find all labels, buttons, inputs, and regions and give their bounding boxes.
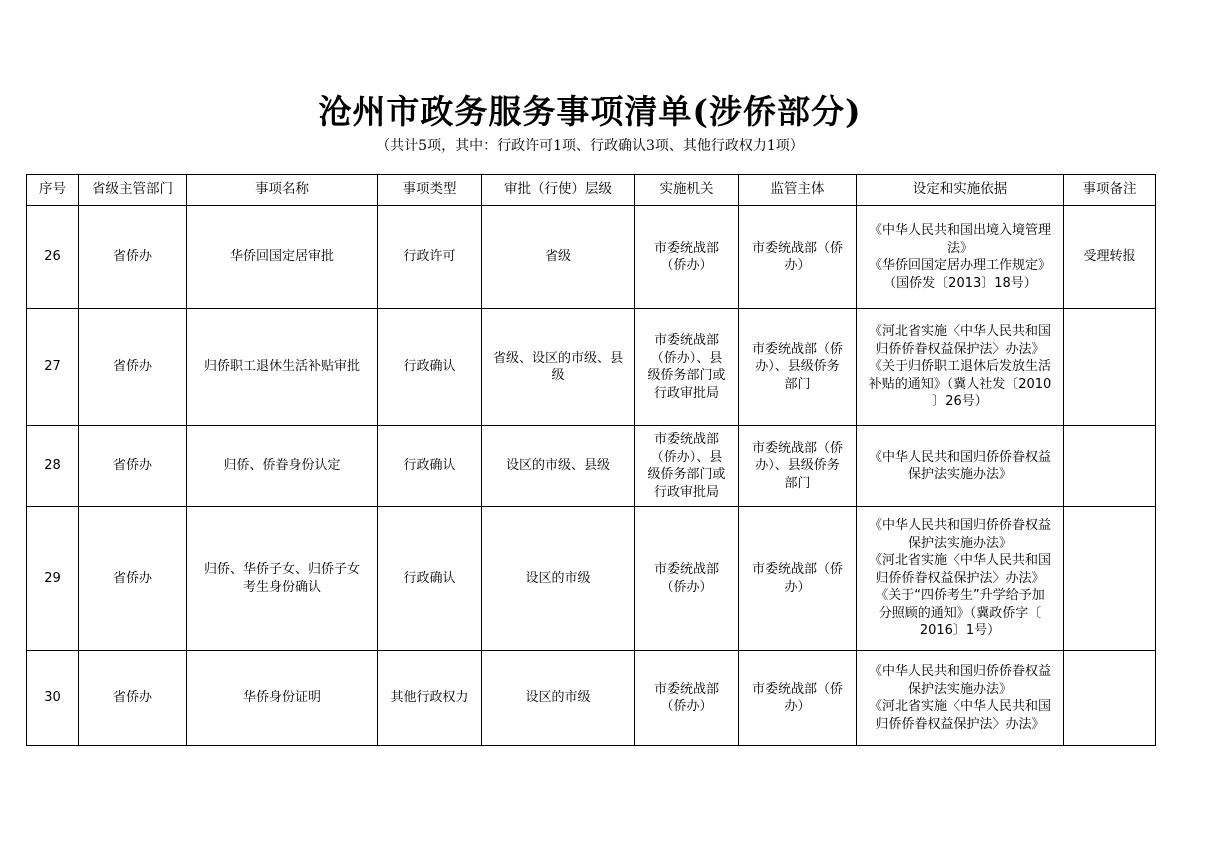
- cell-seq: 26: [27, 206, 79, 309]
- header-supervisor: 监管主体: [739, 175, 857, 206]
- cell-dept: 省侨办: [79, 309, 187, 426]
- cell-basis-line: 《关于“四侨考生”升学给予加: [875, 588, 1045, 604]
- service-items-table: [26, 174, 1156, 746]
- table-row: [27, 309, 1156, 426]
- cell-supervisor-line: 办）: [784, 699, 811, 714]
- cell-basis-line: 《河北省实施〈中华人民共和国: [868, 699, 1051, 714]
- header-agency: 实施机关: [635, 175, 739, 206]
- table-row: [27, 507, 1156, 651]
- cell-type: 其他行政权力: [378, 651, 482, 746]
- cell-basis-line: 《中华人民共和国归侨侨眷权益: [868, 449, 1051, 465]
- header-seq: 序号: [27, 175, 79, 206]
- cell-type: 行政许可: [378, 206, 482, 309]
- cell-supervisor-line: 市委统战部（侨: [751, 440, 843, 456]
- cell-basis: [857, 206, 1064, 309]
- cell-supervisor-line: 办）、县级侨务: [755, 458, 840, 474]
- cell-agency-line: （侨办）、县: [650, 449, 723, 465]
- cell-agency-line: （侨办）、县: [650, 350, 723, 366]
- cell-supervisor-line: 办）: [784, 579, 811, 595]
- cell-agency-line: 行政审批局: [653, 385, 719, 401]
- cell-supervisor-line: 办）、县级侨务: [755, 359, 840, 375]
- cell-basis-line: 分照顾的通知》（冀政侨字〔: [878, 605, 1042, 621]
- cell-seq: 29: [27, 507, 79, 651]
- cell-name: [187, 426, 378, 507]
- cell-agency-line: （侨办）: [660, 258, 713, 273]
- cell-seq: 27: [27, 309, 79, 426]
- cell-agency-line: 级侨务部门或: [647, 368, 726, 383]
- cell-supervisor-line: 市委统战部（侨: [751, 240, 843, 256]
- cell-basis-line: 〕26号）: [932, 394, 988, 410]
- cell-basis-line: 2016〕1号）: [919, 623, 1001, 639]
- cell-basis-line: 保护法实施办法》: [907, 535, 1012, 551]
- header-basis: 设定和实施依据: [857, 175, 1064, 206]
- cell-agency: [635, 206, 739, 309]
- header-dept: 省级主管部门: [79, 175, 187, 206]
- cell-supervisor: [739, 309, 857, 426]
- cell-level: [482, 651, 635, 746]
- cell-supervisor-line: 市委统战部（侨: [751, 341, 843, 357]
- cell-agency: [635, 651, 739, 746]
- cell-supervisor-line: 市委统战部（侨: [751, 562, 843, 577]
- cell-type: 行政确认: [378, 507, 482, 651]
- cell-remark: [1064, 426, 1156, 507]
- cell-level-line: 级: [551, 368, 565, 383]
- cell-name-line: 归侨、华侨子女、归侨子女: [203, 562, 360, 577]
- cell-name-line: 归侨、侨眷身份认定: [223, 458, 341, 474]
- cell-basis-line: 归侨侨眷权益保护法〉办法》: [875, 341, 1045, 357]
- cell-name-line: 华侨身份证明: [242, 690, 321, 706]
- cell-supervisor: [739, 507, 857, 651]
- cell-agency-line: 市委统战部: [653, 681, 719, 697]
- cell-agency: [635, 426, 739, 507]
- cell-agency-line: 市委统战部: [653, 432, 719, 447]
- table-row: [27, 651, 1156, 746]
- header-name: 事项名称: [187, 175, 378, 206]
- table-row: [27, 426, 1156, 507]
- cell-dept: 省侨办: [79, 507, 187, 651]
- cell-remark: [1064, 507, 1156, 651]
- cell-name: [187, 206, 378, 309]
- cell-basis-line: 保护法实施办法》: [907, 467, 1012, 482]
- cell-remark: [1064, 309, 1156, 426]
- cell-level: [482, 426, 635, 507]
- cell-agency-line: （侨办）: [660, 579, 713, 595]
- cell-dept: 省侨办: [79, 206, 187, 309]
- cell-type: 行政确认: [378, 309, 482, 426]
- cell-level-line: 设区的市级、县级: [505, 458, 610, 474]
- cell-name: [187, 309, 378, 426]
- cell-basis-line: 归侨侨眷权益保护法〉办法》: [875, 716, 1045, 732]
- cell-remark: 受理转报: [1064, 206, 1156, 309]
- cell-basis-line: （国侨发〔2013〕18号）: [883, 275, 1037, 291]
- cell-agency: [635, 309, 739, 426]
- cell-type: 行政确认: [378, 426, 482, 507]
- page-subtitle: （共计5项，其中：行政许可1项、行政确认3项、其他行政权力1项）: [376, 138, 804, 154]
- cell-basis-line: 《华侨回国定居办理工作规定》: [868, 258, 1051, 273]
- cell-basis: [857, 309, 1064, 426]
- cell-name: [187, 651, 378, 746]
- cell-remark: [1064, 651, 1156, 746]
- cell-level-line: 设区的市级: [525, 690, 591, 706]
- cell-basis: [857, 426, 1064, 507]
- cell-name-line: 华侨回国定居审批: [229, 249, 334, 265]
- cell-level-line: 设区的市级: [525, 570, 591, 586]
- cell-basis: [857, 507, 1064, 651]
- cell-supervisor-line: 部门: [784, 376, 811, 392]
- cell-supervisor: [739, 651, 857, 746]
- cell-basis-line: 《河北省实施〈中华人民共和国: [868, 553, 1051, 569]
- cell-supervisor-line: 部门: [784, 475, 811, 491]
- cell-agency-line: 市委统战部: [653, 562, 719, 577]
- cell-name-line: 考生身份确认: [242, 579, 321, 595]
- cell-agency-line: 市委统战部: [653, 333, 719, 348]
- cell-basis-line: 《关于归侨职工退休后发放生活: [868, 359, 1051, 375]
- table-row: [27, 206, 1156, 309]
- cell-agency-line: （侨办）: [660, 699, 713, 714]
- cell-basis-line: 《中华人民共和国归侨侨眷权益: [868, 664, 1051, 679]
- cell-level-line: 省级、设区的市级、县: [492, 350, 623, 366]
- cell-basis-line: 法》: [946, 240, 973, 256]
- cell-basis-line: 《中华人民共和国归侨侨眷权益: [868, 518, 1051, 534]
- header-remark: 事项备注: [1064, 175, 1156, 206]
- cell-basis-line: 《中华人民共和国出境入境管理: [868, 223, 1051, 238]
- cell-basis: [857, 651, 1064, 746]
- page-title: 沧州市政务服务事项清单(涉侨部分): [318, 92, 862, 131]
- cell-level: [482, 309, 635, 426]
- cell-agency: [635, 507, 739, 651]
- cell-agency-line: 市委统战部: [653, 240, 719, 256]
- cell-basis-line: 归侨侨眷权益保护法〉办法》: [875, 570, 1045, 586]
- cell-level: [482, 206, 635, 309]
- cell-dept: 省侨办: [79, 651, 187, 746]
- cell-basis-line: 补贴的通知》（冀人社发〔2010: [868, 376, 1052, 392]
- cell-seq: 30: [27, 651, 79, 746]
- cell-supervisor-line: 办）: [784, 258, 811, 273]
- cell-level-line: 省级: [544, 249, 571, 265]
- table-header-row: [27, 175, 1156, 206]
- header-type: 事项类型: [378, 175, 482, 206]
- cell-name-line: 归侨职工退休生活补贴审批: [203, 359, 360, 375]
- cell-supervisor-line: 市委统战部（侨: [751, 681, 843, 697]
- cell-seq: 28: [27, 426, 79, 507]
- cell-basis-line: 保护法实施办法》: [907, 681, 1012, 697]
- cell-agency-line: 行政审批局: [653, 484, 719, 500]
- cell-supervisor: [739, 426, 857, 507]
- cell-agency-line: 级侨务部门或: [647, 467, 726, 482]
- cell-level: [482, 507, 635, 651]
- cell-basis-line: 《河北省实施〈中华人民共和国: [868, 324, 1051, 340]
- cell-dept: 省侨办: [79, 426, 187, 507]
- header-level: 审批（行使）层级: [482, 175, 635, 206]
- cell-name: [187, 507, 378, 651]
- cell-supervisor: [739, 206, 857, 309]
